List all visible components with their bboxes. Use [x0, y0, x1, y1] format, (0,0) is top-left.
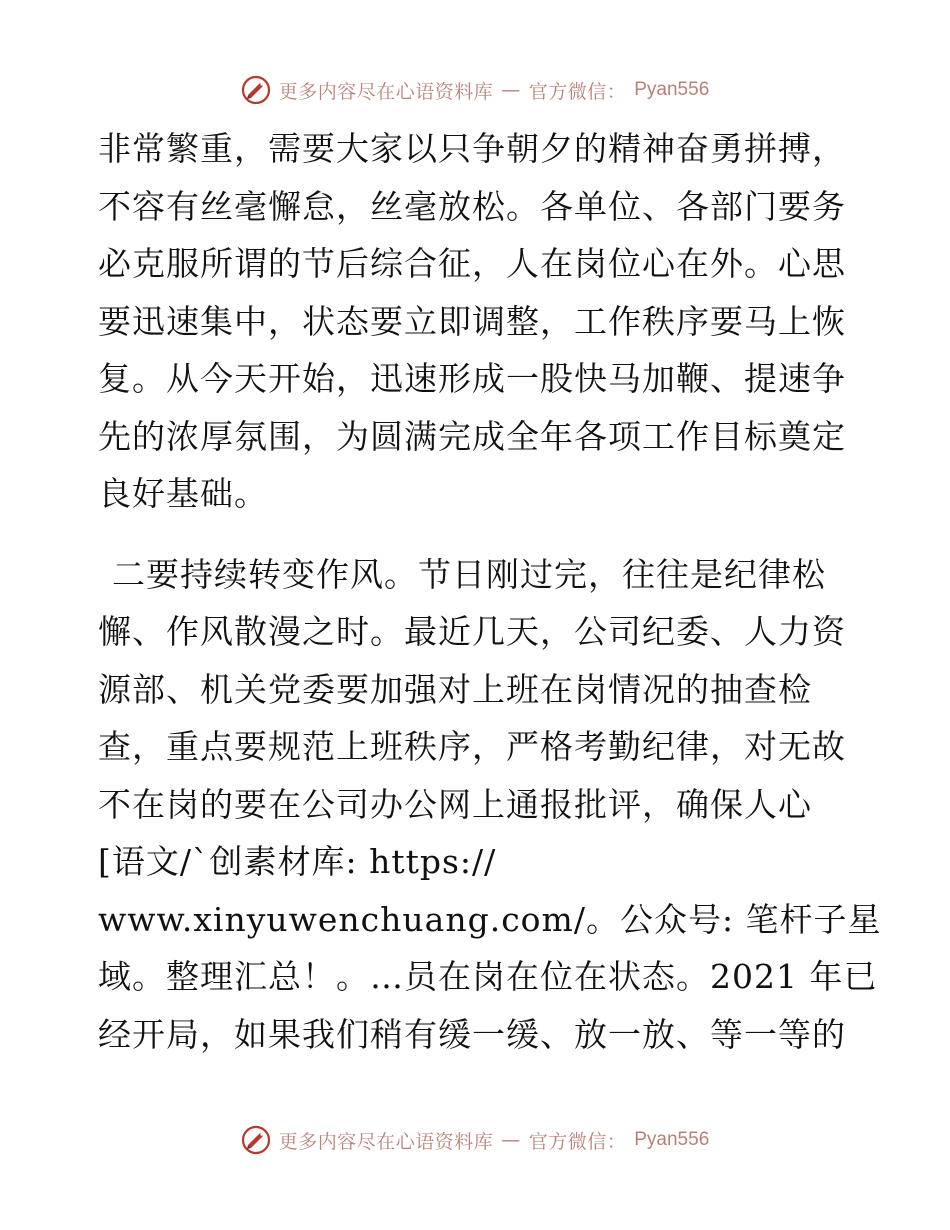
document-body — [98, 120, 882, 1063]
brand-logo-icon — [241, 1125, 271, 1155]
footer-brand — [241, 1125, 710, 1155]
paragraph-2-line: 查，重点要规范上班秩序，严格考勤纪律，对无故 — [98, 727, 846, 766]
paragraph-2-line: 不在岗的要在公司办公网上通报批评，确保人心 — [98, 784, 812, 824]
header-official-label: 官方微信： — [528, 80, 627, 103]
paragraph-2-line: 源部、机关党委要加强对上班在岗情况的抽查检 — [98, 669, 812, 709]
paragraph-2 — [98, 546, 882, 1064]
paragraph-2-line: 经开局，如果我们稍有缓一缓、放一放、等一等的 — [98, 1014, 846, 1054]
header-separator: — — [501, 79, 521, 101]
paragraph-1-line: 良好基础。 — [98, 474, 268, 513]
paragraph-1-line: 复。从今天开始，迅速形成一股快马加鞭、提速争 — [98, 359, 846, 398]
brand-logo-icon — [241, 75, 271, 105]
paragraph-1-line: 非常繁重，需要大家以只争朝夕的精神奋勇拼搏， — [98, 129, 846, 168]
paragraph-1-line: 先的浓厚氛围，为圆满完成全年各项工作目标奠定 — [98, 416, 846, 456]
header-brand-text: 更多内容尽在心语资料库 — [278, 80, 494, 103]
paragraph-1-line: 不容有丝毫懈怠，丝毫放松。各单位、各部门要务 — [98, 186, 846, 226]
page-footer — [0, 1120, 950, 1160]
footer-wechat-id: Pyan556 — [634, 1129, 710, 1150]
paragraph-1 — [98, 120, 858, 523]
page-header — [0, 70, 950, 110]
paragraph-2-line: 懈、作风散漫之时。最近几天，公司纪委、人力资 — [98, 612, 846, 651]
header-brand — [241, 75, 710, 105]
paragraph-2-line: 二要持续转变作风。节日刚过完，往往是纪律松 — [112, 554, 826, 594]
header-wechat-id: Pyan556 — [634, 79, 710, 100]
paragraph-1-line: 要迅速集中，状态要立即调整，工作秩序要马上恢 — [98, 301, 846, 341]
footer-official-label: 官方微信： — [528, 1130, 627, 1153]
paragraph-2-line: [语文/`创素材库: https:// — [98, 842, 497, 881]
footer-brand-text: 更多内容尽在心语资料库 — [278, 1130, 494, 1153]
footer-separator: — — [501, 1129, 521, 1151]
paragraph-2-line: www.xinyuwenchuang.com/。公众号: 笔杆子星 — [98, 899, 882, 939]
paragraph-1-line: 必克服所谓的节后综合征，人在岗位心在外。心思 — [98, 244, 846, 283]
paragraph-2-line: 域。整理汇总！。…员在岗在位在状态。2021 年已 — [98, 957, 878, 996]
